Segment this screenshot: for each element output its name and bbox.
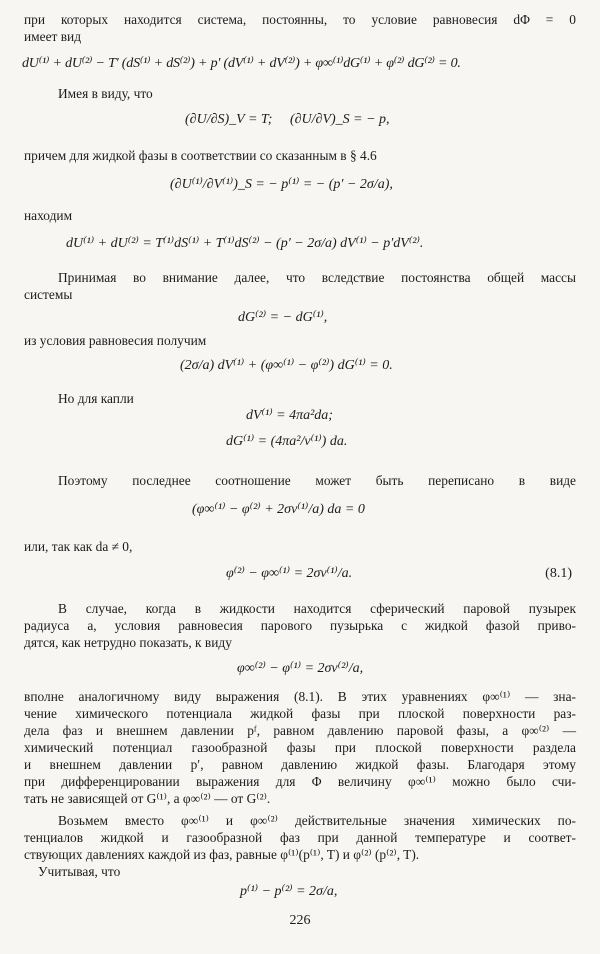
- equation-e9: (φ∞⁽¹⁾ − φ⁽²⁾ + 2σv⁽¹⁾/a) da = 0: [192, 502, 365, 517]
- text-line: химический потенциал газообразной фазы при плоской поверхности раздела: [24, 740, 576, 755]
- equation-e1: dU⁽¹⁾ + dU⁽²⁾ − T′ (dS⁽¹⁾ + dS⁽²⁾) + p′ (dV⁽¹⁾ + dV⁽²⁾) + φ∞⁽¹⁾dG⁽¹⁾ + φ⁽²⁾ dG⁽²⁾ = 0.: [22, 56, 461, 71]
- text-line: В случае, когда в жидкости находится сферический паровой пузырек: [58, 601, 576, 616]
- text-line: и внешнем давлении p′, равном давлению жидкой фазы. Благодаря этому: [24, 757, 576, 772]
- equation-e2: [185, 112, 390, 127]
- text-line: находим: [24, 208, 73, 223]
- text-line: имеет вид: [24, 29, 82, 44]
- text-line: дятся, как нетрудно показать, к виду: [24, 635, 232, 650]
- text-line: чение химического потенциала жидкой фазы при плоской поверхности раз-: [24, 706, 576, 721]
- equation-e2-part1: (∂U/∂S)_V = T;: [185, 112, 273, 127]
- equation-e8: dG⁽¹⁾ = (4πa²/v⁽¹⁾) da.: [226, 434, 348, 449]
- text-line: радиуса a, условия равновесия парового пузырька с жидкой фазой приво-: [24, 618, 576, 633]
- text-line: Учитывая, что: [38, 864, 121, 879]
- equation-e4: dU⁽¹⁾ + dU⁽²⁾ = T⁽¹⁾dS⁽¹⁾ + T⁽¹⁾dS⁽²⁾ − (p′ − 2σ/a) dV⁽¹⁾ − p′dV⁽²⁾.: [66, 236, 424, 251]
- equation-e2-part2: (∂U/∂V)_S = − p,: [289, 112, 390, 127]
- text-line: тать не зависящей от G⁽¹⁾, а φ∞⁽²⁾ — от G⁽²⁾.: [24, 791, 271, 806]
- text-line: при которых находится система, постоянны, то условие равновесия dΦ = 0: [24, 12, 576, 27]
- text-line: дела фаз и внешнем давлении pᶠ, равном давлению паровой фазы, а φ∞⁽²⁾ —: [24, 723, 576, 738]
- equation-e7: dV⁽¹⁾ = 4πa²da;: [246, 408, 333, 423]
- text-line: системы: [24, 287, 73, 302]
- text-line: причем для жидкой фазы в соответствии со сказанным в § 4.6: [24, 148, 377, 163]
- text-line: Возьмем вместо φ∞⁽¹⁾ и φ∞⁽²⁾ действительные значения химических по-: [58, 813, 576, 828]
- equation-e10: φ⁽²⁾ − φ∞⁽¹⁾ = 2σv⁽¹⁾/a.: [226, 566, 353, 581]
- text-line: Имея в виду, что: [58, 86, 153, 101]
- text-line: или, так как da ≠ 0,: [24, 539, 133, 554]
- text-line: при дифференцировании выражения для Φ величину φ∞⁽¹⁾ можно было счи-: [24, 774, 576, 789]
- equation-e12: p⁽¹⁾ − p⁽²⁾ = 2σ/a,: [240, 884, 338, 899]
- text-line: Поэтому последнее соотношение может быть переписано в виде: [58, 473, 576, 488]
- equation-e11: φ∞⁽²⁾ − φ⁽¹⁾ = 2σv⁽²⁾/a,: [237, 661, 364, 676]
- page-number: 226: [289, 913, 311, 928]
- text-line: Но для капли: [58, 391, 134, 406]
- equation-e6: (2σ/a) dV⁽¹⁾ + (φ∞⁽¹⁾ − φ⁽²⁾) dG⁽¹⁾ = 0.: [180, 358, 393, 373]
- text-line: из условия равновесия получим: [24, 333, 207, 348]
- text-line: ствующих давлениях каждой из фаз, равные φ⁽¹⁾(p⁽¹⁾, T) и φ⁽²⁾ (p⁽²⁾, T).: [24, 847, 420, 862]
- text-line: Принимая во внимание далее, что вследствие постоянства общей массы: [58, 270, 576, 285]
- text-line: тенциалов жидкой и газообразной фаз при данной температуре и соответ-: [24, 830, 576, 845]
- text-line: вполне аналогичному виду выражения (8.1). В этих уравнениях φ∞⁽¹⁾ — зна-: [24, 689, 576, 704]
- equation-number: (8.1): [545, 566, 572, 581]
- equation-e5: dG⁽²⁾ = − dG⁽¹⁾,: [238, 310, 328, 325]
- equation-e3: (∂U⁽¹⁾/∂V⁽¹⁾)_S = − p⁽¹⁾ = − (p′ − 2σ/a),: [170, 177, 393, 192]
